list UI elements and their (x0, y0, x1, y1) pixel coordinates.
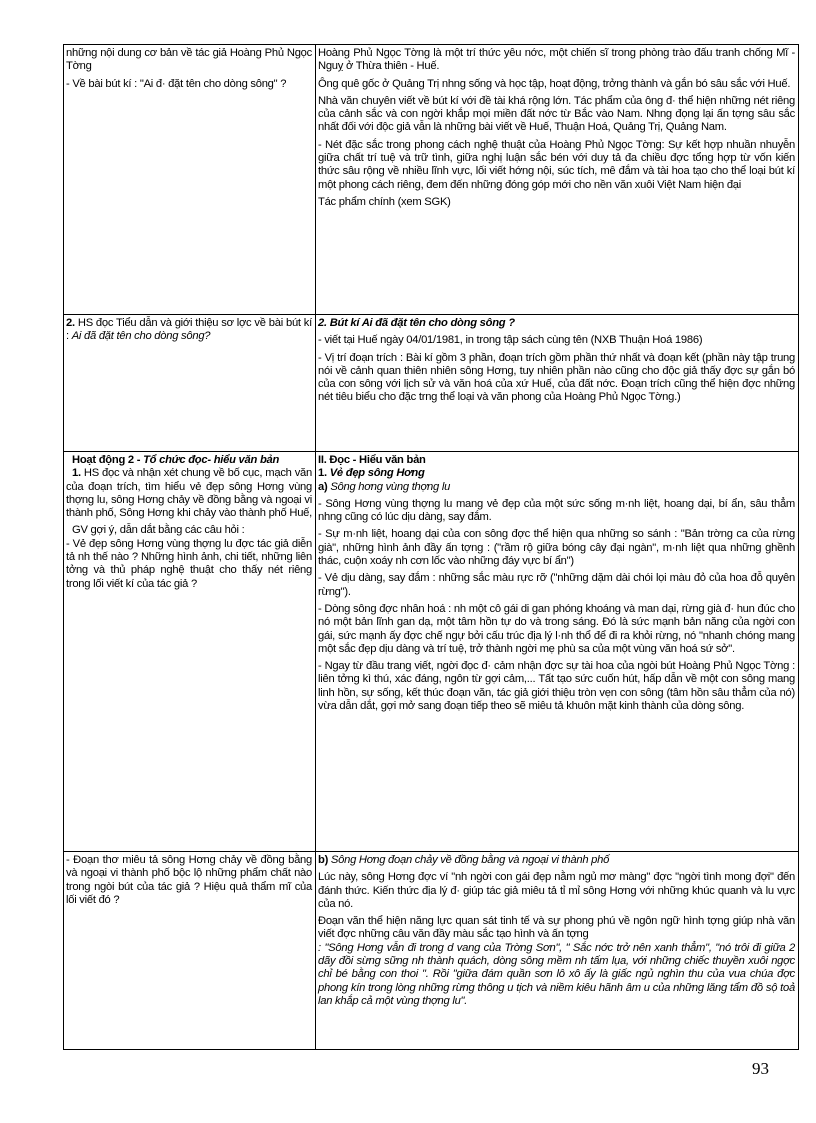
activity-title-italic: Tổ chức đọc- hiểu văn bản (143, 454, 280, 466)
content-text: - Dòng sông đợc nhân hoá : nh một cô gái di gan phóng khoáng và man dại, rừng già đ· hun đúc cho nó một bản lĩnh gan dạ, một tâm hồn tự do và trong sáng. Đó là sức mạnh bản năng của ngời con gái, sức mạnh ấy đợc chế ngự bởi cấu trúc địa lý l·nh thổ để đi ra khỏi rừng, nó "nhanh chóng mang một sắc đẹp dịu dàng và trí tuệ, trở thành ngời mẹ phù sa của một vùng văn hoá sứ sở". (318, 602, 795, 655)
item-heading: Sông hơng vùng thợng lu (330, 480, 451, 493)
content-text: - Vị trí đoạn trích : Bài kí gồm 3 phần, đoạn trích gồm phần thứ nhất và đoạn kết (phần này tập trung nói về cảnh quan thiên nhiên sông Hơng, tuy nhiên phần nào cũng cho độc giả thấy đợc sự gắn bó của con sông với lịch sử và văn hoá của xứ Huế, của đất nớc. Đoạn trích cũng thể hiện đợc những nét tiêu biểu cho đặc trng thể loại và văn phong của Hoàng Phủ Ngọc Tờng.) (318, 351, 795, 404)
content-text: - Sông Hơng vùng thợng lu mang vẻ đẹp của một sức sống m·nh liệt, hoang dại, bí ẩn, sâu thẳm nhng cũng có lúc dịu dàng, say đắm. (318, 497, 795, 524)
content-text: - Ngay từ đầu trang viết, ngời đọc đ· cảm nhận đợc sự tài hoa của ngòi bút Hoàng Phủ Ngọc Tờng : liên tởng kì thú, xác đáng, ngôn từ gợi cảm,... Tất tạo sức cuốn hút, hấp dẫn về một con sông mang linh hồn, sự sống, kết thúc đoạn văn, tác giả giới thiệu tròn vẹn con sông (tâm hồn sâu thẳm của nó) vừa dẫn dắt, gợi mở sang đoạn tiếp theo sẽ miêu tả khuôn mặt kinh thành của dòng sông. (318, 660, 795, 713)
content-text: - Vẻ dịu dàng, say đắm : những sắc màu rực rỡ ("những dặm dài chói lọi màu đỏ của hoa đỗ quyên rừng"). (318, 572, 795, 598)
table-row (64, 452, 799, 852)
teacher-activity-text: GV gợi ý, dẫn dắt bằng các câu hỏi : (72, 524, 245, 537)
activity-cell (64, 315, 316, 452)
step-number: 1. (72, 467, 81, 480)
page-number: 93 (752, 1059, 769, 1078)
table-row (64, 852, 799, 1050)
table-row (64, 315, 799, 452)
activity-cell (64, 45, 316, 315)
quoted-text: : "Sông Hơng vẫn đi trong d vang của Trờng Sơn", " Sắc nớc trở nên xanh thẳm", "nó trôi đi giữa 2 dãy đồi sừng sững nh thành quách, dòng sông mềm nh tấm lụa, với những chiếc thuyền xuôi ngợc chỉ bé bằng con thoi ". Rồi "giữa đám quần sơn lô xô ấy là giấc ngủ nghìn thu của vua chúa đợc phong kín trong lòng những rừng thông u tịch và niềm kiêu hãnh âm u của những lăng tẩm đồ sộ toả lan khắp cả một vùng thợng lu". (318, 941, 795, 1007)
content-text: Ông quê gốc ở Quảng Trị nhng sống và học tập, hoạt động, trởng thành và gắn bó sâu sắc với Huế. (318, 77, 791, 90)
content-text: Lúc này, sông Hơng đợc ví "nh ngời con gái đẹp nằm ngủ mơ màng" đợc "ngời tình mong đợi" đến đánh thức. Kiến thức địa lý đ· giúp tác giả miêu tả tỉ mỉ sông Hơng với những khúc quanh và lu vực của nó. (318, 871, 795, 910)
content-cell (316, 452, 799, 852)
content-text: Đoạn văn thể hiện năng lực quan sát tinh tế và sự phong phú về ngôn ngữ hình tợng giúp nhà văn viết đợc những câu văn đầy màu sắc tạo hình và ấn tợng (318, 915, 795, 941)
lesson-table (63, 44, 799, 1050)
content-text: Nhà văn chuyên viết về bút kí với đề tài khá rộng lớn. Tác phẩm của ông đ· thể hiện những nét riêng của cảnh sắc và con ngời khắp mọi miền đất nớc từ Bắc vào Nam. Nhng đọng lại ấn tợng sâu sắc nhất đối với độc giả vẫn là những bài viết về Huế, Thuận Hoá, Quảng Trị, Quảng Nam. (318, 94, 795, 134)
teacher-activity-text: - Đoạn thơ miêu tả sông Hơng chảy về đồng bằng và ngoại vi thành phố bộc lộ những phẩm chất nào trong ngòi bút của tác giả ? Hiệu quả thẩm mĩ của lối viết đó ? (66, 854, 312, 906)
item-number: b) (318, 854, 331, 866)
subsection-number: 1. (318, 467, 330, 480)
content-text: - viết tại Huế ngày 04/01/1981, in trong tập sách cùng tên (NXB Thuận Hoá 1986) (318, 334, 703, 347)
teacher-activity-text: HS đọc Tiểu dẫn và giới thiệu sơ lợc về bài bút kí : (66, 317, 312, 343)
activity-cell (64, 852, 316, 1050)
content-text: - Nét đặc sắc trong phong cách nghệ thuật của Hoàng Phủ Ngọc Tờng: Sự kết hợp nhuần nhuyễn giữa chất trí tuệ và trữ tình, giữa nghị luận sắc bén với duy tả đa chiều đợc tổng hợp từ vốn kiến thức sâu rộng về nhiều lĩnh vực, lối viết hớng nội, súc tích, mê đắm và tài hoa tạo cho thể loại bút kí một phong cách riêng, đem đến những đóng góp mới cho nền văn xuôi Việt Nam hiện đại (318, 138, 795, 191)
step-number: 2. (66, 317, 75, 329)
content-cell (316, 315, 799, 452)
teacher-activity-text: HS đọc và nhận xét chung về bố cục, mạch văn của đoạn trích, tìm hiểu vẻ đẹp sông Hơng vùng thợng lu, sông Hơng chảy về đồng bằng và ngoại vi thành phố, Sông Hơng khi chảy vào thành phố Huế, (66, 467, 312, 520)
content-text: - Sự m·nh liệt, hoang dại của con sông đợc thể hiện qua những so sánh : "Bản trờng ca của rừng già", những hình ảnh đầy ấn tợng : ("rầm rộ giữa bóng cây đại ngàn", m·nh liệt qua những ghềnh thác, cuộn xoáy nh cơn lốc vào những đáy vực bí ẩn") (318, 528, 795, 568)
item-heading: Sông Hơng đoạn chảy về đồng bằng và ngoại vi thành phố (330, 854, 610, 866)
work-title: Ai đã đặt tên cho dòng sông? (71, 330, 211, 343)
content-cell (316, 852, 799, 1050)
content-text: Hoàng Phủ Ngọc Tờng là một trí thức yêu nớc, một chiến sĩ trong phòng trào đấu tranh chống Mĩ - Nguỵ ở Thừa thiên - Huế. (318, 47, 795, 73)
teacher-activity-text: những nội dung cơ bản về tác giả Hoàng Phủ Ngọc Tờng (66, 47, 312, 73)
table-row (64, 45, 799, 315)
subsection-heading: Vẻ đẹp sông Hơng (329, 467, 425, 480)
section-heading: 2. Bút kí Ai đã đặt tên cho dòng sông ? (318, 317, 515, 329)
document-page (63, 44, 794, 1050)
section-heading: II. Đọc - Hiểu văn bản (318, 454, 426, 466)
item-number: a) (318, 480, 331, 493)
activity-title: Hoạt động 2 - (72, 454, 144, 466)
content-text: Tác phẩm chính (xem SGK) (318, 195, 451, 208)
teacher-activity-text: - Vẻ đẹp sông Hơng vùng thợng lu đợc tác giả diễn tả nh thế nào ? Những hình ảnh, chi tiết, những liên tởng và thủ pháp nghệ thuật cho thấy nét riêng trong lối viết kí của tác giả ? (66, 537, 312, 590)
content-cell (316, 45, 799, 315)
teacher-activity-text: - Về bài bút kí : "Ai đ· đặt tên cho dòng sông" ? (66, 77, 287, 90)
activity-cell (64, 452, 316, 852)
